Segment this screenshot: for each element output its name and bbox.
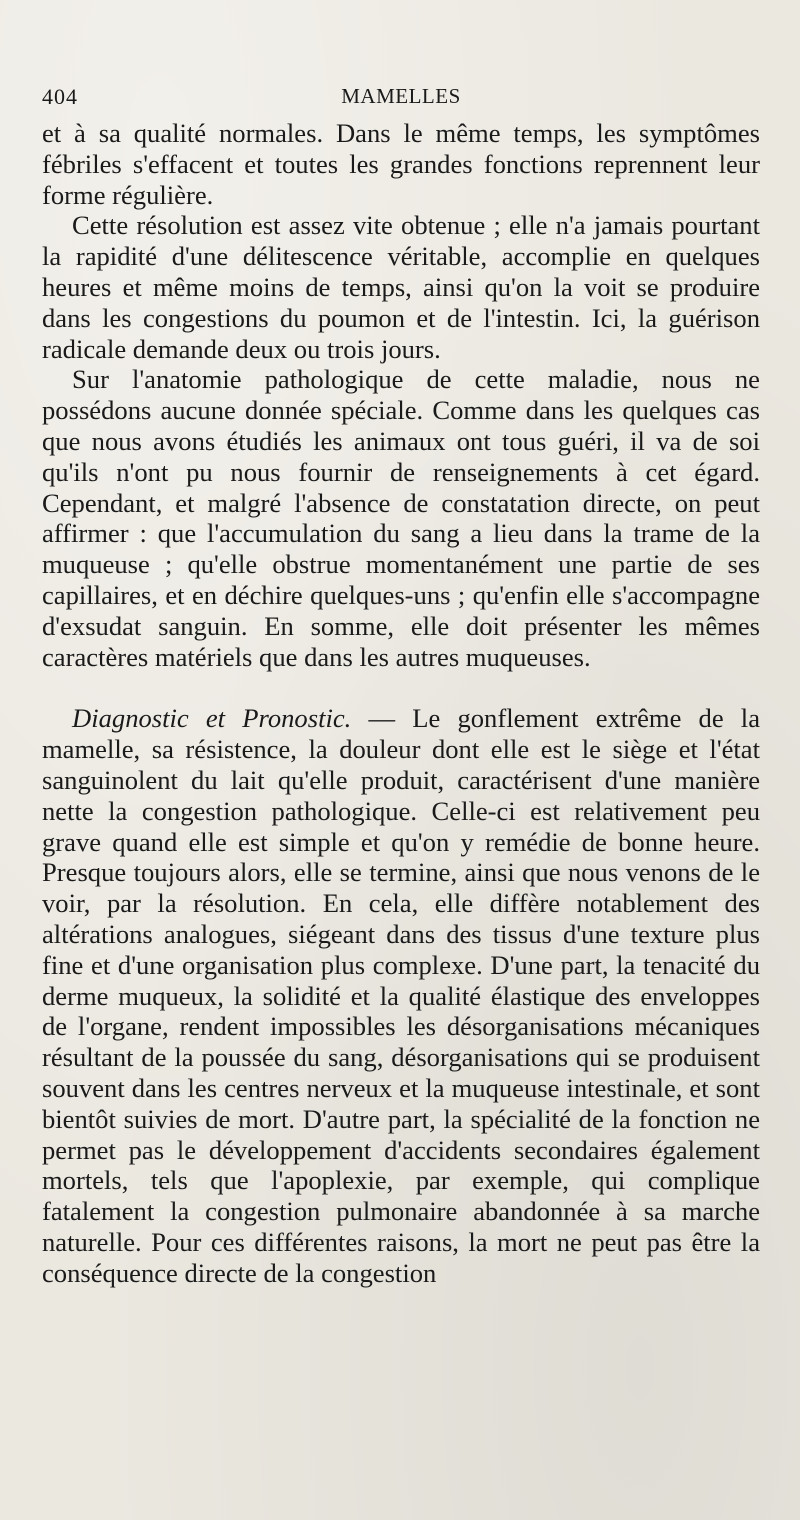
paragraph-resolution: Cette résolution est assez vite obtenue ; elle n'a jamais pourtant la rapidité d'une délitescence véritable, accomplie en quelques heures et même moins de temps, ainsi qu'on la voit se produire dans les congestions du poumon et de l'intestin. Ici, la guérison radicale demande deux ou trois jours. [42, 210, 760, 364]
paragraph-anatomy: Sur l'anatomie pathologique de cette maladie, nous ne possédons aucune donnée spéciale. Comme dans les quelques cas que nous avons étudiés les animaux ont tous guéri, il va de soi qu'ils n'ont pu nous fournir de renseignements à cet égard. Cependant, et malgré l'absence de constatation directe, on peut affirmer : que l'accumulation du sang a lieu dans la trame de la muqueuse ; qu'elle obstrue momentanément une partie de ses capillaires, et en déchire quelques-uns ; qu'enfin elle s'accompagne d'exsudat sanguin. En somme, elle doit présenter les mêmes caractères matériels que dans les autres muqueuses. [42, 364, 760, 672]
section-lead-diagnostic: Diagnostic et Pronostic. [72, 703, 352, 734]
running-header [42, 78, 760, 118]
running-title: MAMELLES [341, 84, 461, 108]
paragraph-diagnostic [42, 703, 760, 1288]
paragraph-gap [42, 672, 760, 703]
paragraph-continuation: et à sa qualité normales. Dans le même temps, les symptômes fébriles s'effacent et toutes les grandes fonctions reprennent leur forme régulière. [42, 118, 760, 210]
paragraph-diagnostic-text: — Le gonflement extrême de la mamelle, sa résistence, la douleur dont elle est le siège et l'état sanguinolent du lait qu'elle produit, caractérisent d'une manière nette la congestion pathologique. Celle-ci est relativement peu grave quand elle est simple et qu'on y remédie de bonne heure. Presque toujours alors, elle se termine, ainsi que nous venons de le voir, par la résolution. En cela, elle diffère notablement des altérations analogues, siégeant dans des tissus d'une texture plus fine et d'une organisation plus complexe. D'une part, la tenacité du derme muqueux, la solidité et la qualité élastique des enveloppes de l'organe, rendent impossibles les désorganisations mécaniques résultant de la poussée du sang, désorganisations qui se produisent souvent dans les centres nerveux et la muqueuse intestinale, et sont bientôt suivies de mort. D'autre part, la spécialité de la fonction ne permet pas le développement d'accidents secondaires également mortels, tels que l'apoplexie, par exemple, qui complique fatalement la congestion pulmonaire abandonnée à sa marche naturelle. Pour ces différentes raisons, la mort ne peut pas être la conséquence directe de la congestion [42, 703, 760, 1288]
body-text [42, 118, 760, 1288]
page-number: 404 [42, 84, 78, 109]
